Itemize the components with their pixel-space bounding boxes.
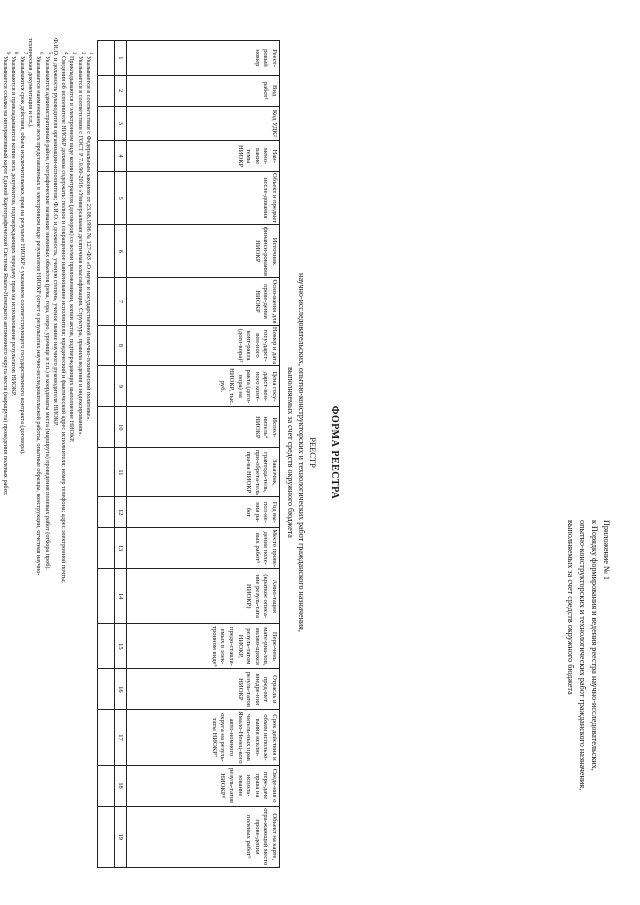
registry-title: РЕЕСТР	[308, 437, 318, 468]
footnote-marker: 1	[88, 52, 94, 55]
footnote-text: Указывается наименование всех представляемых в электронном виде результатов НИОКР (отчет о результатах научно-исследовательской работы, опытные образцы, конструкции, отчетная научно-	[35, 55, 43, 576]
footnote-marker: 5	[46, 52, 52, 55]
column-header: Осно-вания для прове-дения НИОКР	[127, 278, 280, 325]
footnote-marker: 2	[79, 52, 85, 55]
column-number: 11	[115, 448, 127, 497]
footnotes	[1, 38, 92, 878]
empty-cell	[98, 624, 115, 669]
footnote	[67, 38, 75, 878]
footnote	[34, 38, 42, 878]
footnote-marker: 3	[71, 52, 77, 55]
empty-cell	[98, 569, 115, 624]
column-header: Сведе-ния о пере-даче права на исполь-зование резуль-татов НИОКР⁸	[127, 765, 280, 806]
column-header: Наи-мено-вание темы НИОКР	[127, 141, 280, 172]
footnote	[1, 38, 9, 878]
footnote-text: Прикладываются в электронном виде копии контрактов (договоров) со всеми приложениями, копии актов, подтверждающих выполнение НИОКР.	[68, 55, 76, 443]
footnote	[75, 38, 83, 878]
column-number: 10	[115, 407, 127, 448]
appendix-header	[564, 520, 612, 880]
footnote	[51, 38, 59, 878]
column-header: Испол-нитель⁴ НИОКР	[127, 407, 280, 448]
table-header-row	[127, 41, 280, 868]
column-header: Код УДК²	[127, 106, 280, 141]
table-number-row	[115, 41, 127, 868]
column-number: 7	[115, 278, 127, 325]
empty-cell	[98, 141, 115, 172]
footnote-text: Указывается в соответствии с ГОСТ Р 7.0.90-2016 «Универсальная десятичная классификация. Структура, правила ведения и индексирования».	[76, 55, 84, 436]
registry-subtitle-line: научно-исследовательских, опытно-конструкторских и технологических работ гражданского назначения,	[297, 273, 306, 632]
column-header: Цена госу-дарст-вен-ного конт-ракта (дого-вора) на НИОКР, тыс. руб.	[127, 366, 280, 407]
empty-cell	[98, 765, 115, 806]
form-title: ФОРМА РЕЕСТРА	[329, 405, 340, 500]
column-number: 12	[115, 497, 127, 528]
column-header: Пере-чень мате-риа-лов, являю-щихся резуль-татом НИОКР, предо-ставля-емых в элек-тронном виде⁶	[127, 624, 280, 669]
registry-subtitle-line: выполняемых за счет средств окружного бюджета	[286, 367, 295, 538]
empty-cell	[98, 448, 115, 497]
appendix-line: выполняемых за счет средств окружного бюджета	[566, 520, 575, 695]
footnote-text: Ф.И.О. и должность руководителя организации-исполнителя; Ф.И.О. и должность, ученую степень, ученое звание научного руководителя НИОКР.	[51, 38, 59, 427]
appendix-line: к Порядку формирования и ведения реестра научно-исследовательских,	[590, 520, 599, 771]
empty-cell	[98, 366, 115, 407]
column-header: Отрасль и пред-мет внедре-ния резуль-татов НИОКР	[127, 669, 280, 710]
column-header: Год вы-пол-не-ния ра-бот	[127, 497, 280, 528]
footnote-text: Указываются и прикладываются копии всех документов, подтверждающих передачу прав на использование результатов НИОКР.	[10, 55, 18, 397]
footnote	[84, 38, 92, 878]
column-header: Анно-тация (краткое описа-ние резуль-тата НИОКР)	[127, 569, 280, 624]
column-header: Срок действия и объем использо-вания исклю-читель-ных прав Ямало-Ненец-кого авто-номного округа на резуль-таты НИОКР⁷	[127, 710, 280, 765]
footnote-text: Сведения об исполнителе НИОКР должны содержать: полное и сокращенное наименование исполнителя; юридический и фактический адрес исполнителя; номер телефона; адрес электронной почты;	[60, 55, 68, 583]
appendix-line: Приложение № 1	[602, 520, 611, 580]
footnote	[42, 38, 50, 878]
empty-cell	[98, 669, 115, 710]
empty-cell	[98, 172, 115, 225]
empty-cell	[98, 325, 115, 366]
footnote-marker: 7	[21, 52, 27, 55]
column-number: 6	[115, 225, 127, 278]
column-number: 1	[115, 41, 127, 76]
empty-cell	[98, 407, 115, 448]
column-number: 16	[115, 669, 127, 710]
column-header: Объект на карте, отра-жающий место прове-дения полевых работ⁹	[127, 806, 280, 867]
column-number: 3	[115, 106, 127, 141]
column-number: 4	[115, 141, 127, 172]
empty-cell	[98, 528, 115, 569]
empty-cell	[98, 225, 115, 278]
footnote-marker: 9	[5, 52, 11, 55]
column-header: Реест-ровый номер	[127, 41, 280, 76]
column-number: 9	[115, 366, 127, 407]
footnote-text: Указываются административный район, географические названия значимых объектов (река, гора, озеро, урочище и т.п.) и координаты места (маршрута) проведения полевых работ (отбора проб).	[43, 55, 51, 570]
column-header: Вид работ¹	[127, 75, 280, 106]
footnote-marker: 8	[13, 52, 19, 55]
footnote	[59, 38, 67, 878]
empty-cell	[98, 806, 115, 867]
footnote	[17, 38, 25, 878]
column-number: 2	[115, 75, 127, 106]
appendix-line: опытно-конструкторских и технологических работ гражданского назначения,	[578, 520, 587, 791]
column-number: 18	[115, 765, 127, 806]
column-number: 17	[115, 710, 127, 765]
column-number: 14	[115, 569, 127, 624]
empty-cell	[98, 41, 115, 76]
footnote-marker: 6	[38, 52, 44, 55]
footnote	[9, 38, 17, 878]
table-empty-row	[98, 41, 115, 868]
footnote	[26, 38, 34, 878]
empty-cell	[98, 106, 115, 141]
footnote-text: Указывается в соответствии с Федеральным законом от 23.08.1996 № 127-ФЗ «О науке и государственной научно-технической политике».	[85, 55, 92, 421]
empty-cell	[98, 710, 115, 765]
column-number: 8	[115, 325, 127, 366]
footnote-marker: 4	[63, 52, 69, 55]
column-header: Объект и предмет иссле-дования	[127, 172, 280, 225]
column-header: Место прове-дения поле-вых работ⁵	[127, 528, 280, 569]
column-number: 15	[115, 624, 127, 669]
empty-cell	[98, 75, 115, 106]
column-header: Заказчик, грантода-тель, при-обрета-тель пра-ва НИОКР	[127, 448, 280, 497]
footnote-text: техническая документация и т.п.).	[26, 38, 34, 128]
column-number: 19	[115, 806, 127, 867]
column-header: Источник финанси-рования НИОКР	[127, 225, 280, 278]
column-number: 13	[115, 528, 127, 569]
column-header: Номер и дата госу-дарст-вен-ного конт-ракта (дого-вора)³	[127, 325, 280, 366]
empty-cell	[98, 497, 115, 528]
registry-table	[97, 40, 280, 868]
footnote-text: Указываются срок действия, объем исключительных прав на результат НИОКР с указанием соответствующего государственного контракта (договора).	[18, 55, 26, 455]
empty-cell	[98, 278, 115, 325]
footnote-text: Указывается ссылка на интерактивный карте Единой Картографической Системы Ямало-Ненецкого автономного округа места (маршрута) проведения полевых работ.	[2, 55, 10, 496]
column-number: 5	[115, 172, 127, 225]
